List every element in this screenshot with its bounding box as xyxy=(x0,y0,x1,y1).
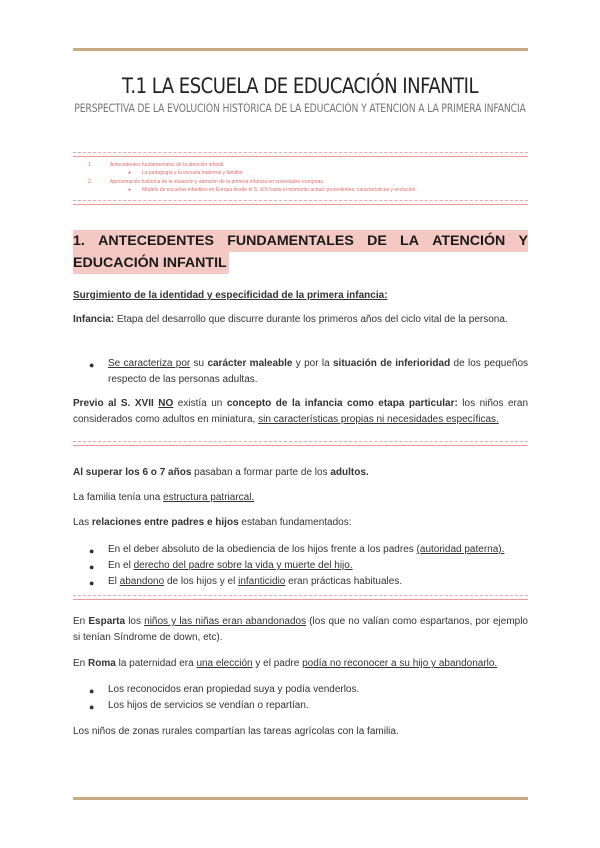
text-bold: adultos. xyxy=(330,467,369,478)
text: existía un xyxy=(173,398,227,409)
heading-word: FUNDAMENTALES xyxy=(227,233,354,249)
section-divider xyxy=(73,595,528,596)
text: En el deber absoluto de la obediencia de los hijos frente a los padres xyxy=(108,544,417,555)
toc-item-2[interactable] xyxy=(88,179,324,185)
text-bold: Al superar los 6 o 7 años xyxy=(73,467,192,478)
list-item-caracteriza xyxy=(108,356,528,388)
toc-top-divider xyxy=(73,152,528,153)
text-underlined: (autoridad paterna). xyxy=(416,544,505,555)
text-underlined: una elección xyxy=(196,658,253,669)
text-underlined: niños y las niñas eran abandonados xyxy=(144,616,307,627)
text: En xyxy=(73,658,89,669)
relaciones-paragraph xyxy=(73,515,528,531)
section-heading xyxy=(73,230,528,275)
text-bold: Esparta xyxy=(88,616,126,627)
page-title: T.1 LA ESCUELA DE EDUCACIÓN INFANTIL xyxy=(121,74,479,98)
text: (los que no valían como espartanos, por ejemplo si tenían Síndrome de down, etc). xyxy=(73,616,528,643)
text: su xyxy=(190,358,208,369)
bottom-divider xyxy=(73,797,528,800)
toc-item-number: 1. xyxy=(88,162,93,168)
familia-paragraph xyxy=(73,490,528,506)
text: eran prácticas habituales. xyxy=(285,576,403,587)
text-underlined: infanticidio xyxy=(238,576,286,587)
subheading xyxy=(73,288,528,304)
text: estaban fundamentados: xyxy=(238,517,352,528)
text-underlined: derecho del padre sobre la vida y muerte del hijo. xyxy=(133,560,353,571)
top-divider xyxy=(73,48,528,51)
text-bold: relaciones entre padres e hijos xyxy=(91,517,239,528)
subheading-text: Surgimiento de la identidad y especificidad de la primera infancia: xyxy=(73,290,388,301)
heading-word: 1. xyxy=(73,233,85,249)
rurales-paragraph: Los niños de zonas rurales compartían las tareas agrícolas con la familia. xyxy=(73,726,399,737)
infancia-paragraph xyxy=(73,312,528,328)
superar-paragraph xyxy=(73,465,528,481)
section-divider-solid xyxy=(73,599,528,600)
toc-item-text: Aproximación histórica de la situación y atención de la primera infancia en sociedades europeas. xyxy=(110,179,325,185)
list-item xyxy=(108,558,528,574)
list-item xyxy=(108,574,528,590)
text-bold: situación de inferioridad xyxy=(333,358,451,369)
infancia-label: Infancia: xyxy=(73,314,115,325)
heading-word: Y xyxy=(518,233,528,249)
list-item xyxy=(108,542,528,558)
text-bold: carácter maleable xyxy=(207,358,293,369)
bullet-icon: ● xyxy=(89,360,95,370)
previo-paragraph xyxy=(73,396,528,428)
text: En xyxy=(73,616,89,627)
bullet-icon: ● xyxy=(128,187,132,193)
toc-top-divider-solid xyxy=(73,156,528,157)
toc-item-number: 2. xyxy=(88,179,93,185)
text: los niños eran considerados como adultos en miniatura, xyxy=(73,398,529,425)
section-divider-solid xyxy=(73,445,528,446)
page-subtitle: PERSPECTIVA DE LA EVOLUCIÓN HISTÓRICA DE LA EDUCACIÓN Y ATENCIÓN A LA PRIMERA INFANCIA xyxy=(74,102,526,115)
text-bold: Previo al S. XVII xyxy=(73,398,154,409)
toc-item-text: Antecedentes fundamentales de la atención infantil. xyxy=(110,162,225,168)
text-underlined: sin características propias ni necesidades específicas. xyxy=(258,414,499,425)
bullet-icon: ● xyxy=(89,562,95,572)
heading-line-2: EDUCACIÓN INFANTIL xyxy=(73,252,229,274)
text-bold: concepto de la infancia como etapa particular: xyxy=(226,398,458,409)
toc-bottom-divider xyxy=(73,200,528,201)
toc-item-text: La pedagogía y la escuela maternal y familiar. xyxy=(142,170,244,176)
bullet-icon: ● xyxy=(89,578,95,588)
text: Las xyxy=(73,517,92,528)
toc-item-text: Modelo de escuelas infantiles en Europa desde el S. XIX hasta el momento actual: precedentes, características y evolución. xyxy=(142,187,417,193)
heading-word: ATENCIÓN xyxy=(432,233,506,249)
text-bold: Roma xyxy=(88,658,116,669)
text-underlined: abandono xyxy=(119,576,165,587)
esparta-paragraph xyxy=(73,614,528,646)
toc-item-1[interactable] xyxy=(88,162,225,168)
infancia-text: Etapa del desarrollo que discurre durante los primeros años del ciclo vital de la persona. xyxy=(114,314,508,325)
text: El xyxy=(108,576,120,587)
heading-word: DE xyxy=(367,233,387,249)
text-underlined: estructura patriarcal. xyxy=(163,492,255,503)
bullet-icon: ● xyxy=(89,686,95,696)
section-divider xyxy=(73,441,528,442)
bullet-icon: ● xyxy=(89,702,95,712)
text: En el xyxy=(108,560,134,571)
roma-paragraph xyxy=(73,656,528,672)
heading-word: LA xyxy=(400,233,419,249)
text: La familia tenía una xyxy=(73,492,164,503)
toc-bottom-divider-solid xyxy=(73,204,528,205)
text: los xyxy=(125,616,145,627)
bullet-icon: ● xyxy=(89,546,95,556)
text-bold-underlined: NO xyxy=(158,398,174,409)
text-underlined: Se caracteriza por xyxy=(108,358,191,369)
toc-subitem-2[interactable] xyxy=(128,187,417,193)
text: pasaban a formar parte de los xyxy=(191,467,331,478)
text: y por la xyxy=(292,358,333,369)
toc-subitem-1[interactable] xyxy=(128,170,244,176)
text: la paternidad era xyxy=(115,658,197,669)
bullet-icon: ● xyxy=(128,170,132,176)
list-item: Los hijos de servicios se vendían o repartían. xyxy=(108,700,309,711)
text: de los hijos y el xyxy=(164,576,239,587)
list-item: Los reconocidos eran propiedad suya y podía venderlos. xyxy=(108,684,360,695)
text-underlined: podía no reconocer a su hijo y abandonarlo. xyxy=(302,658,498,669)
text: y el padre xyxy=(252,658,303,669)
text: de los pequeños respecto de las personas adultas. xyxy=(108,358,529,385)
heading-word: ANTECEDENTES xyxy=(98,233,214,249)
